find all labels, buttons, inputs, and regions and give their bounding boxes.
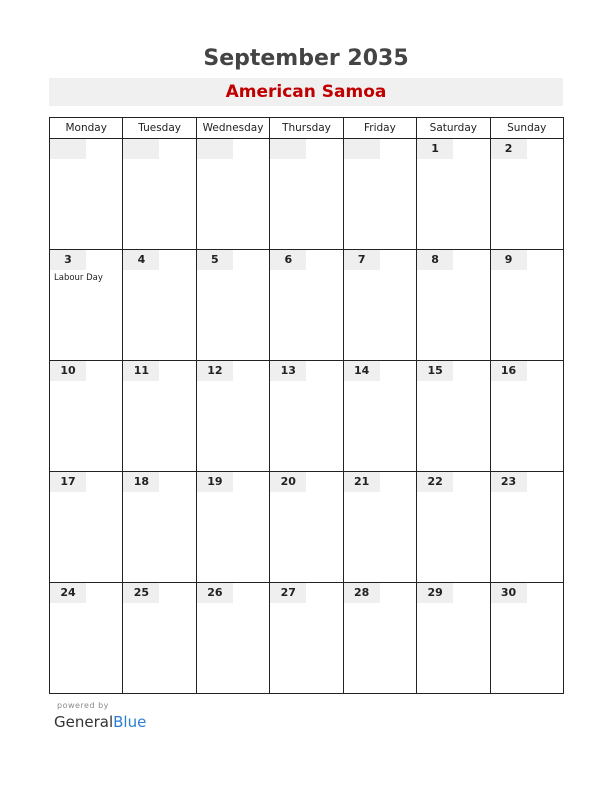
- day-cell: [417, 250, 490, 361]
- day-number: [270, 139, 306, 159]
- day-cell: [490, 139, 563, 250]
- day-cell: [123, 139, 196, 250]
- day-number: 6: [270, 250, 306, 270]
- day-number: 13: [270, 361, 306, 381]
- day-cell: [50, 583, 123, 694]
- day-cell: [270, 361, 343, 472]
- day-cell: [417, 361, 490, 472]
- day-cell: [417, 583, 490, 694]
- day-cell: [343, 361, 416, 472]
- day-number: 15: [417, 361, 453, 381]
- day-number: [50, 139, 86, 159]
- day-cell: [196, 361, 269, 472]
- weekday-header-row: [50, 118, 564, 139]
- brand-name-part2: Blue: [113, 713, 147, 731]
- day-number: 21: [344, 472, 380, 492]
- day-cell: [123, 472, 196, 583]
- day-number: 7: [344, 250, 380, 270]
- day-cell: [270, 472, 343, 583]
- day-number: 1: [417, 139, 453, 159]
- day-number: 19: [197, 472, 233, 492]
- brand-name-part1: General: [54, 713, 114, 731]
- day-cell: [270, 250, 343, 361]
- day-number: [197, 139, 233, 159]
- powered-by-label: powered by: [57, 701, 109, 710]
- day-number: 28: [344, 583, 380, 603]
- day-cell: [490, 472, 563, 583]
- day-number: 27: [270, 583, 306, 603]
- day-number: 5: [197, 250, 233, 270]
- day-number: 23: [491, 472, 527, 492]
- week-row: [50, 472, 564, 583]
- generalblue-logo[interactable]: [54, 713, 146, 731]
- day-number: [344, 139, 380, 159]
- day-cell: [50, 250, 123, 361]
- day-cell: [123, 583, 196, 694]
- week-row: [50, 361, 564, 472]
- day-cell: [270, 583, 343, 694]
- calendar-grid: [49, 117, 564, 694]
- day-number: 14: [344, 361, 380, 381]
- day-number: 26: [197, 583, 233, 603]
- day-number: 4: [123, 250, 159, 270]
- day-number: 16: [491, 361, 527, 381]
- calendar-title: September 2035: [203, 46, 409, 71]
- day-cell: [196, 139, 269, 250]
- day-cell: [417, 472, 490, 583]
- day-cell: [343, 139, 416, 250]
- day-number: 12: [197, 361, 233, 381]
- day-number: 17: [50, 472, 86, 492]
- day-number: 10: [50, 361, 86, 381]
- week-row: [50, 139, 564, 250]
- day-cell: [343, 472, 416, 583]
- holiday-label: Labour Day: [54, 273, 103, 283]
- day-number: 29: [417, 583, 453, 603]
- day-number: [123, 139, 159, 159]
- day-cell: [196, 472, 269, 583]
- day-number: 20: [270, 472, 306, 492]
- day-cell: [123, 361, 196, 472]
- day-cell: [196, 583, 269, 694]
- country-name: American Samoa: [225, 82, 387, 102]
- day-number: 25: [123, 583, 159, 603]
- day-cell: [417, 139, 490, 250]
- week-row: [50, 250, 564, 361]
- day-cell: [270, 139, 343, 250]
- day-cell: [490, 250, 563, 361]
- day-cell: [50, 472, 123, 583]
- day-number: 22: [417, 472, 453, 492]
- weekday-header-thursday: Thursday: [270, 118, 343, 139]
- day-number: 30: [491, 583, 527, 603]
- day-cell: [50, 139, 123, 250]
- day-cell: [196, 250, 269, 361]
- day-number: 3: [50, 250, 86, 270]
- weekday-header-tuesday: Tuesday: [123, 118, 196, 139]
- weekday-header-saturday: Saturday: [417, 118, 490, 139]
- day-cell: [490, 361, 563, 472]
- day-number: 24: [50, 583, 86, 603]
- country-banner: [49, 78, 563, 106]
- weekday-header-monday: Monday: [50, 118, 123, 139]
- day-number: 8: [417, 250, 453, 270]
- weekday-header-friday: Friday: [343, 118, 416, 139]
- day-number: 9: [491, 250, 527, 270]
- day-number: 18: [123, 472, 159, 492]
- day-number: 11: [123, 361, 159, 381]
- day-cell: [50, 361, 123, 472]
- day-number: 2: [491, 139, 527, 159]
- week-row: [50, 583, 564, 694]
- day-cell: [343, 250, 416, 361]
- day-cell: [490, 583, 563, 694]
- weekday-header-wednesday: Wednesday: [196, 118, 269, 139]
- weekday-header-sunday: Sunday: [490, 118, 563, 139]
- day-cell: [343, 583, 416, 694]
- day-cell: [123, 250, 196, 361]
